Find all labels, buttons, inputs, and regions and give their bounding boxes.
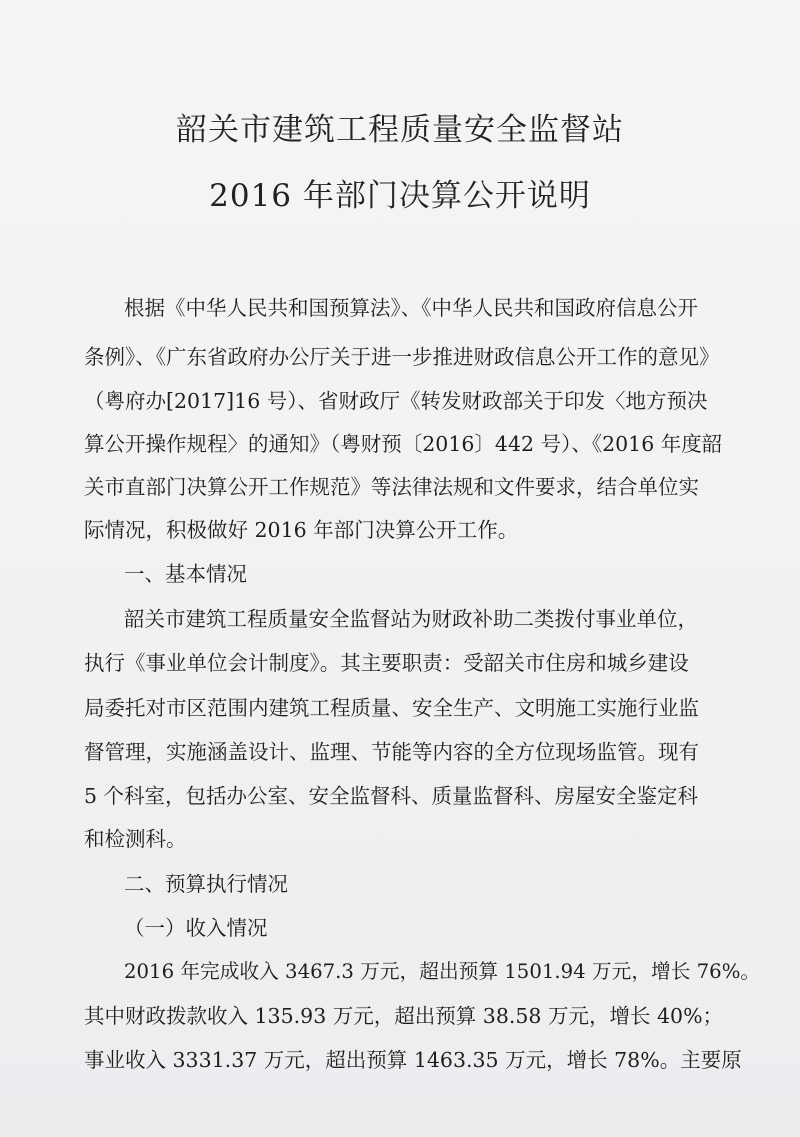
subsection-heading-income: （一）收入情况 <box>124 916 268 940</box>
body-line-18: 事业收入 3331.37 万元，超出预算 1463.35 万元，增长 78%。主要原 <box>84 1048 742 1072</box>
document-title-line1: 韶关市建筑工程质量安全监督站 <box>176 112 624 148</box>
body-line-6: 际情况，积极做好 2016 年部门决算公开工作。 <box>84 518 519 542</box>
body-line-11: 督管理，实施涵盖设计、监理、节能等内容的全方位现场监管。现有 <box>84 740 699 764</box>
body-line-4: 算公开操作规程〉的通知》（粤财预〔2016〕442 号）、《2016 年度韶 <box>84 432 723 456</box>
body-line-12: 5 个科室，包括办公室、安全监督科、质量监督科、房屋安全鉴定科 <box>84 784 699 808</box>
body-line-10: 局委托对市区范围内建筑工程质量、安全生产、文明施工实施行业监 <box>84 696 699 720</box>
body-line-5: 关市直部门决算公开工作规范》等法律法规和文件要求，结合单位实 <box>84 475 699 499</box>
body-line-17: 其中财政拨款收入 135.93 万元，超出预算 38.58 万元，增长 40%； <box>84 1004 724 1028</box>
section-heading-basic-info: 一、基本情况 <box>124 562 247 586</box>
body-line-3: （粤府办[2017]16 号）、省财政厅《转发财政部关于印发〈地方预决 <box>84 389 708 413</box>
body-line-13: 和检测科。 <box>84 827 187 851</box>
body-line-2: 条例》、《广东省政府办公厅关于进一步推进财政信息公开工作的意见》 <box>84 345 720 369</box>
body-line-16: 2016 年完成收入 3467.3 万元，超出预算 1501.94 万元，增长 76%。 <box>124 960 761 983</box>
body-line-1: 根据《中华人民共和国预算法》、《中华人民共和国政府信息公开 <box>124 296 698 320</box>
document-title-line2: 2016 年部门决算公开说明 <box>209 178 591 214</box>
body-line-9: 执行《事业单位会计制度》。其主要职责：受韶关市住房和城乡建设 <box>84 651 689 675</box>
section-heading-budget-execution: 二、预算执行情况 <box>124 872 288 896</box>
body-line-8: 韶关市建筑工程质量安全监督站为财政补助二类拨付事业单位， <box>124 607 698 631</box>
